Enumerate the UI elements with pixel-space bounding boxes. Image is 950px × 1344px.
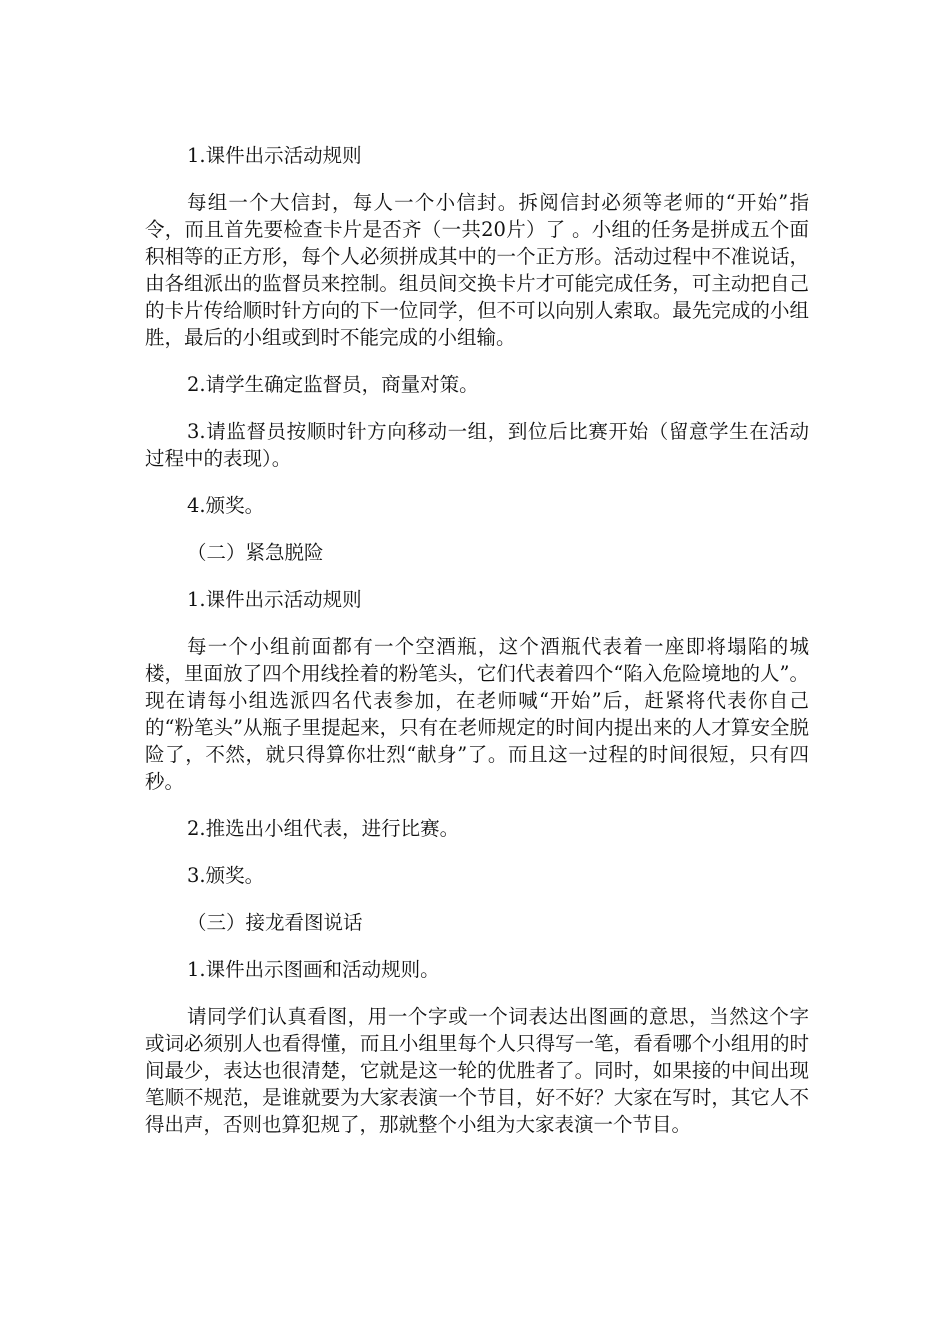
step-select-representative: 2.推选出小组代表，进行比赛。 — [187, 817, 460, 840]
step-award-1: 4.颁奖。 — [187, 494, 265, 517]
rule-paragraph-picture: 请同学们认真看图，用一个字或一个词表达出图画的意思，当然这个字或词必须别人也看得懂，而且小组里每个人只得写一笔，看看哪个小组用的时间最少，表达也很清楚，它就是这一轮的优胜者了。同时，如果接的中间出现笔顺不规范，是谁就要为大家表演一个节目，好不好？大家在写时，其它人不得出声，否则也算犯规了，那就整个小组为大家表演一个节目。 — [145, 1005, 809, 1136]
section-heading-picture-relay: （三）接龙看图说话 — [187, 911, 363, 934]
document-page — [145, 142, 809, 1158]
rule-heading-3: 1.课件出示图画和活动规则。 — [187, 958, 440, 981]
rule-paragraph-envelope: 每组一个大信封，每人一个小信封。拆阅信封必须等老师的“开始”指令，而且首先要检查卡片是否齐（一共20片）了 。小组的任务是拼成五个面积相等的正方形，每个人必须拼成其中的一个正方形。活动过程中不准说话，由各组派出的监督员来控制。组员间交换卡片才可能完成任务，可主动把自己的卡片传给顺时针方向的下一位同学，但不可以向别人索取。最先完成的小组胜，最后的小组或到时不能完成的小组输。 — [145, 191, 809, 349]
step-move-group: 3.请监督员按顺时针方向移动一组，到位后比赛开始（留意学生在活动过程中的表现）。 — [145, 420, 809, 470]
rule-paragraph-bottle: 每一个小组前面都有一个空酒瓶，这个酒瓶代表着一座即将塌陷的城楼，里面放了四个用线拴着的粉笔头，它们代表着四个“陷入危险境地的人”。现在请每小组选派四名代表参加，在老师喊“开始”后，赶紧将代表你自己的“粉笔头”从瓶子里提起来，只有在老师规定的时间内提出来的人才算安全脱险了，不然，就只得算你壮烈“献身”了。而且这一过程的时间很短，只有四秒。 — [145, 635, 809, 793]
section-heading-emergency: （二）紧急脱险 — [187, 541, 324, 564]
step-award-2: 3.颁奖。 — [187, 864, 265, 887]
step-choose-monitor: 2.请学生确定监督员，商量对策。 — [187, 373, 479, 396]
rule-heading-2: 1.课件出示活动规则 — [187, 588, 362, 611]
rule-heading-1: 1.课件出示活动规则 — [187, 144, 362, 167]
